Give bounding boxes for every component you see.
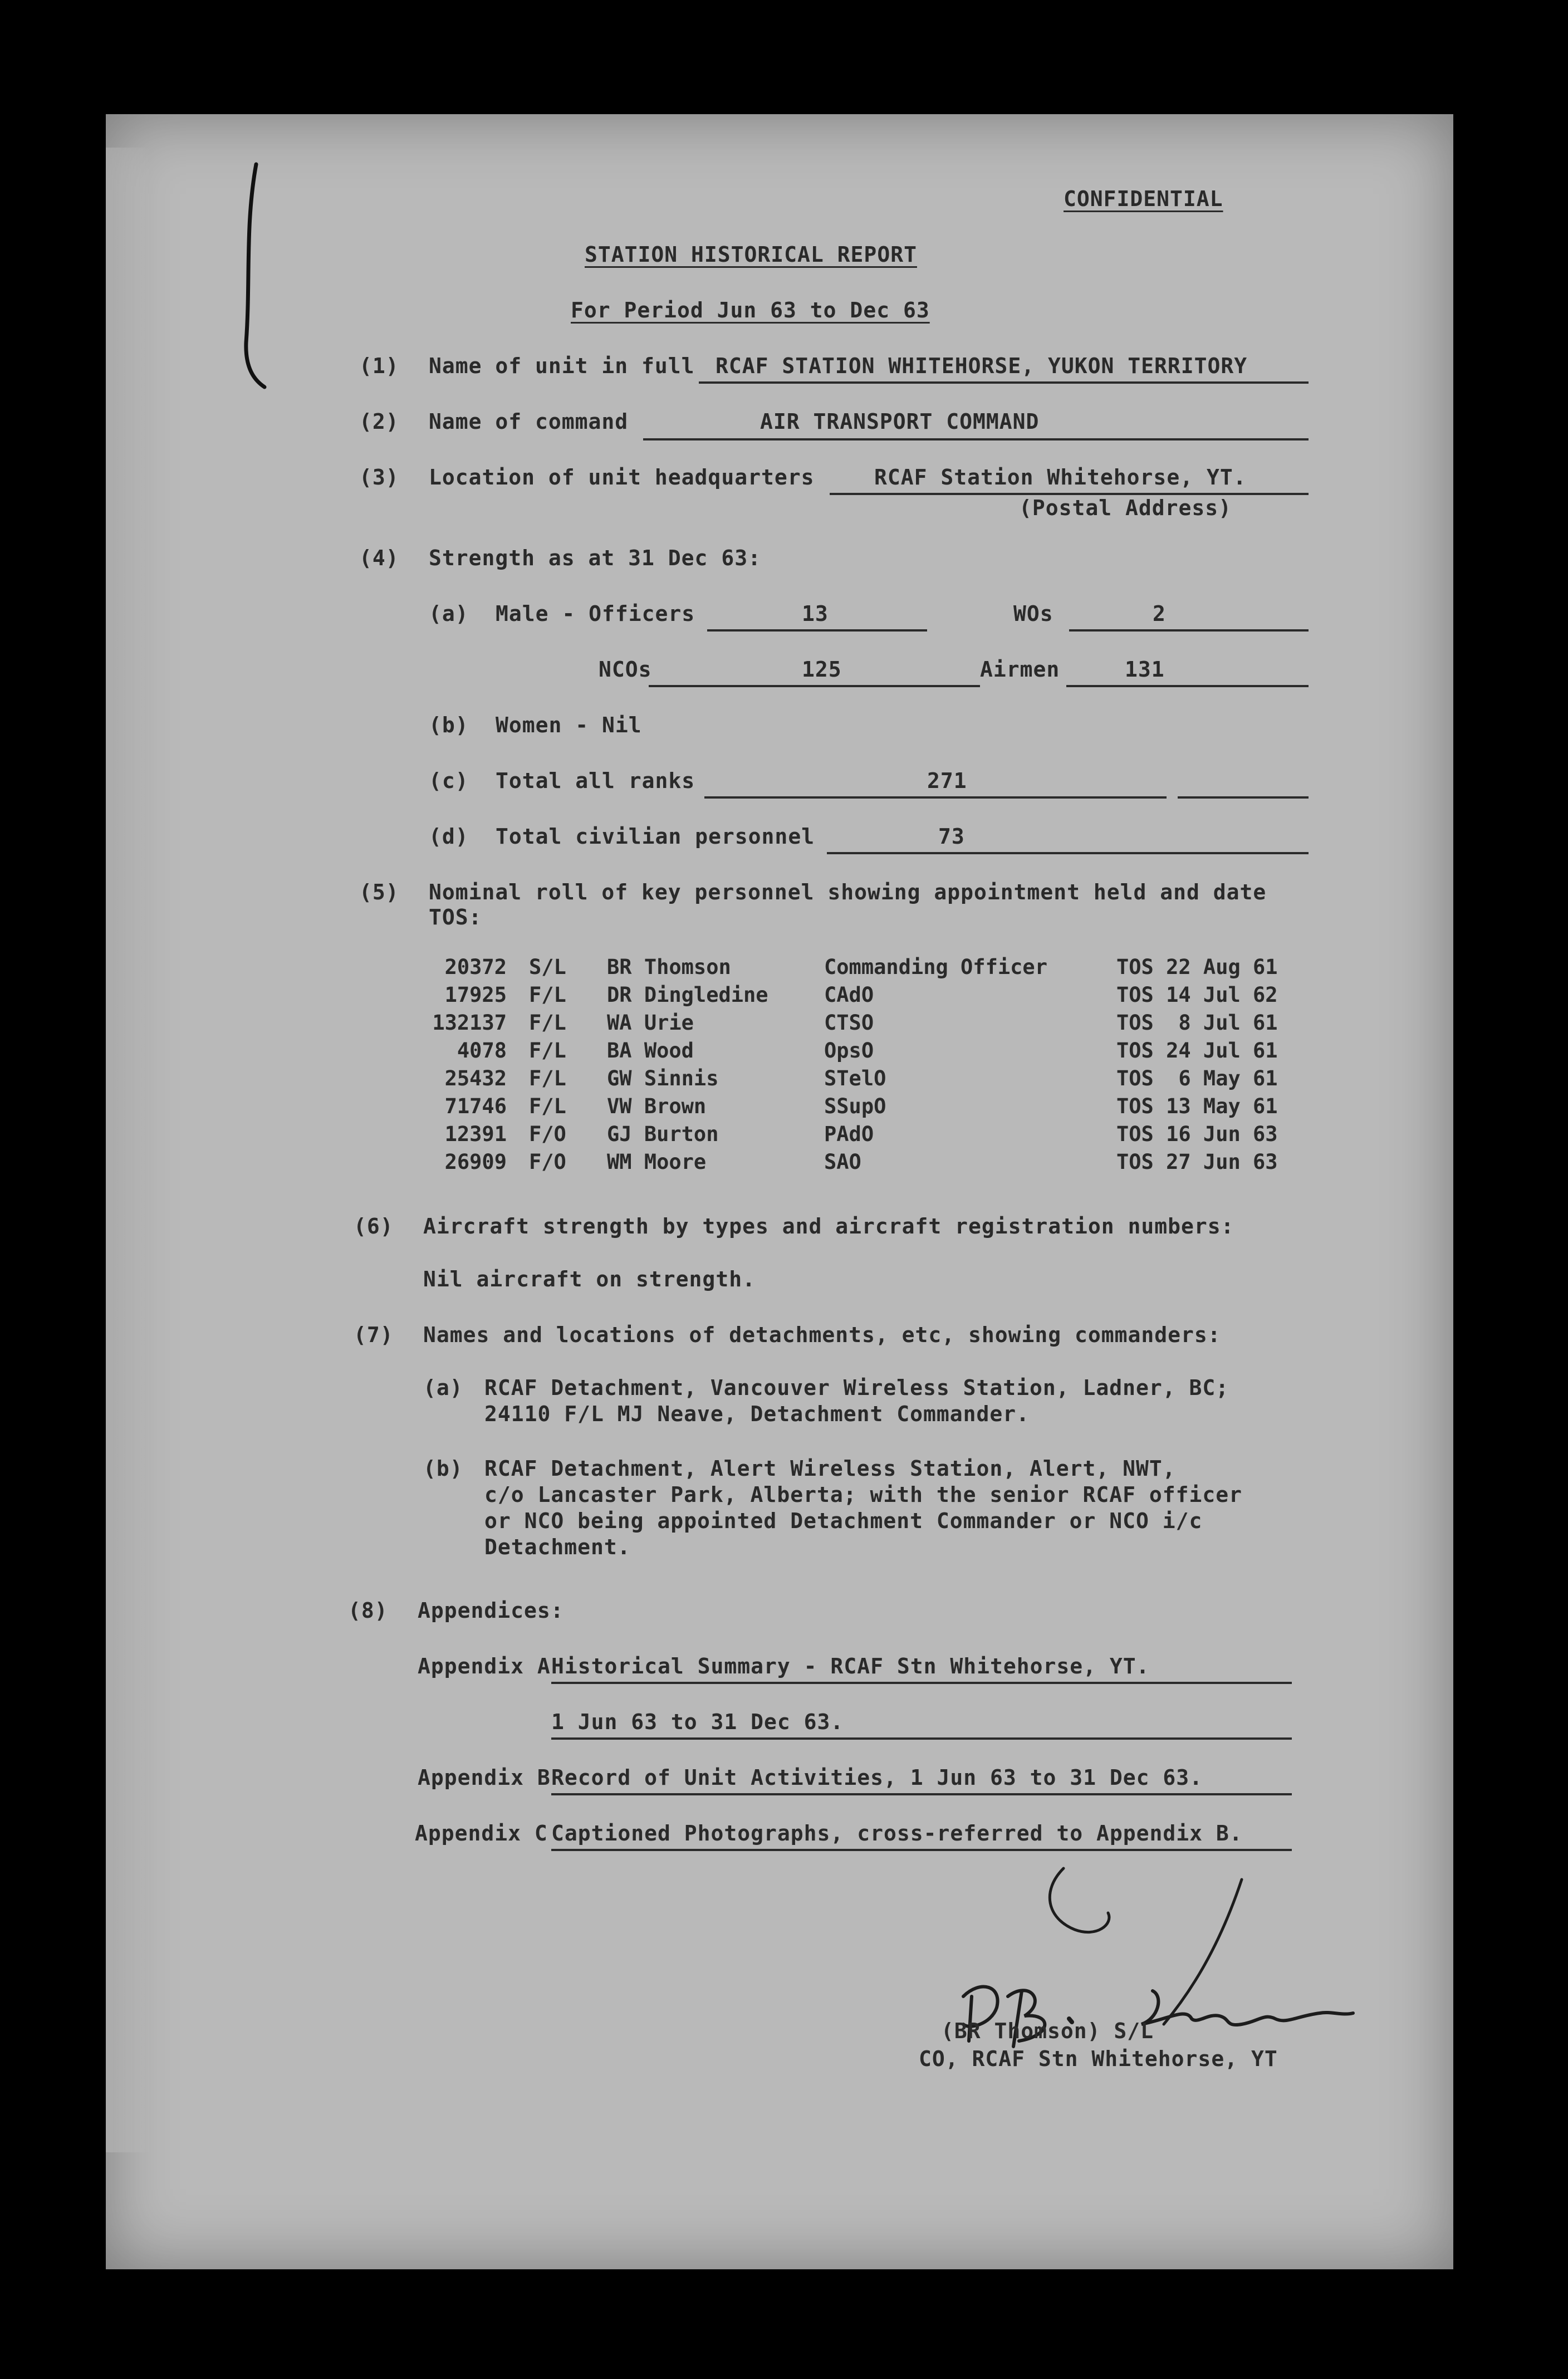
page-glare: [106, 148, 150, 2152]
item-5-label-line2: TOS:: [429, 905, 482, 929]
appendix-a-label: Appendix A: [418, 1654, 551, 1678]
ncos-rule: [649, 685, 980, 687]
appendix-b-value: Record of Unit Activities, 1 Jun 63 to 31 Dec 63.: [551, 1765, 1203, 1790]
item-4b-label: Women - Nil: [496, 713, 642, 737]
item-4-number: (4): [359, 546, 399, 570]
roll-tos: TOS 14 Jul 62: [1116, 983, 1278, 1007]
roll-number: 25432: [444, 1066, 507, 1090]
item-2-value: AIR TRANSPORT COMMAND: [760, 409, 1040, 434]
roll-appointment: Commanding Officer: [824, 955, 1047, 979]
roll-name: GJ Burton: [607, 1122, 719, 1146]
item-7b-line1: RCAF Detachment, Alert Wireless Station, Alert, NWT,: [484, 1456, 1176, 1481]
roll-rank: F/L: [529, 1011, 566, 1035]
officers-count: 13: [802, 601, 829, 626]
roll-name: WM Moore: [607, 1150, 707, 1174]
signatory-name: (BR Thomson) S/L: [941, 2019, 1154, 2043]
civilian-rule: [827, 852, 1309, 854]
item-4d-label: Total civilian personnel: [496, 824, 815, 849]
roll-appointment: CTSO: [824, 1011, 874, 1035]
appendix-c-rule: [551, 1849, 1292, 1851]
appendix-a-rule2: [551, 1737, 1292, 1740]
ncos-label: NCOs: [599, 657, 652, 682]
total-all-ranks: 271: [927, 768, 967, 793]
roll-name: BA Wood: [607, 1039, 694, 1063]
item-4a-key: (a): [429, 601, 469, 626]
item-7b-key: (b): [423, 1456, 463, 1481]
item-4d-key: (d): [429, 824, 469, 849]
item-8-number: (8): [348, 1598, 388, 1623]
roll-rank: F/O: [529, 1122, 566, 1146]
report-title: STATION HISTORICAL REPORT: [585, 242, 917, 267]
item-4a-label: Male - Officers: [496, 601, 695, 626]
roll-rank: F/L: [529, 983, 566, 1007]
item-6-number: (6): [354, 1214, 394, 1239]
item-3-value: RCAF Station Whitehorse, YT.: [874, 465, 1247, 489]
roll-appointment: PAdO: [824, 1122, 874, 1146]
classification-label: CONFIDENTIAL: [1064, 187, 1223, 211]
roll-number: 71746: [444, 1094, 507, 1118]
item-7b-line4: Detachment.: [484, 1535, 631, 1559]
roll-number: 132137: [432, 1011, 507, 1035]
item-2-label: Name of command: [429, 409, 629, 434]
roll-number: 4078: [457, 1039, 507, 1063]
airmen-count: 131: [1125, 657, 1165, 682]
roll-appointment: STelO: [824, 1066, 886, 1090]
appendix-b-label: Appendix B: [418, 1765, 551, 1790]
roll-tos: TOS 27 Jun 63: [1116, 1150, 1278, 1174]
item-7-number: (7): [354, 1323, 394, 1347]
roll-rank: F/O: [529, 1150, 566, 1174]
item-7a-line2: 24110 F/L MJ Neave, Detachment Commander.: [484, 1402, 1030, 1426]
item-7a-line1: RCAF Detachment, Vancouver Wireless Station, Ladner, BC;: [484, 1375, 1229, 1400]
roll-name: DR Dingledine: [607, 983, 768, 1007]
item-7b-line3: or NCO being appointed Detachment Commander or NCO i/c: [484, 1509, 1203, 1533]
roll-rank: F/L: [529, 1094, 566, 1118]
item-4b-key: (b): [429, 713, 469, 737]
ncos-count: 125: [802, 657, 842, 682]
item-3-number: (3): [359, 465, 399, 489]
roll-name: BR Thomson: [607, 955, 731, 979]
roll-number: 17925: [444, 983, 507, 1007]
roll-rank: S/L: [529, 955, 566, 979]
airmen-label: Airmen: [980, 657, 1060, 682]
item-7-label: Names and locations of detachments, etc, showing commanders:: [423, 1323, 1221, 1347]
roll-tos: TOS 22 Aug 61: [1116, 955, 1278, 979]
roll-tos: TOS 13 May 61: [1116, 1094, 1278, 1118]
item-5-number: (5): [359, 880, 399, 904]
item-3-note: (Postal Address): [1019, 496, 1232, 520]
item-4c-key: (c): [429, 768, 469, 793]
roll-name: WA Urie: [607, 1011, 694, 1035]
roll-tos: TOS 8 Jul 61: [1116, 1011, 1278, 1035]
item-7b-line2: c/o Lancaster Park, Alberta; with the senior RCAF officer: [484, 1482, 1243, 1507]
item-1-value: RCAF STATION WHITEHORSE, YUKON TERRITORY: [716, 354, 1248, 378]
wos-rule: [1069, 629, 1309, 632]
item-5-label-line1: Nominal roll of key personnel showing appointment held and date: [429, 880, 1267, 904]
roll-tos: TOS 16 Jun 63: [1116, 1122, 1278, 1146]
item-8-label: Appendices:: [418, 1598, 564, 1623]
roll-name: VW Brown: [607, 1094, 707, 1118]
signatory-title: CO, RCAF Stn Whitehorse, YT: [919, 2047, 1278, 2071]
officers-rule: [707, 629, 927, 632]
civilian-count: 73: [938, 824, 965, 849]
roll-name: GW Sinnis: [607, 1066, 719, 1090]
item-7a-key: (a): [423, 1375, 463, 1400]
roll-appointment: OpsO: [824, 1039, 874, 1063]
roll-number: 26909: [444, 1150, 507, 1174]
roll-rank: F/L: [529, 1066, 566, 1090]
wos-label: WOs: [1013, 601, 1054, 626]
item-6-label: Aircraft strength by types and aircraft registration numbers:: [423, 1214, 1234, 1239]
appendix-c-label: Appendix C: [415, 1821, 548, 1846]
document-page: [106, 114, 1453, 2269]
item-1-number: (1): [359, 354, 399, 378]
roll-appointment: SSupO: [824, 1094, 886, 1118]
airmen-rule: [1066, 685, 1309, 687]
item-4-label: Strength as at 31 Dec 63:: [429, 546, 761, 570]
roll-tos: TOS 6 May 61: [1116, 1066, 1278, 1090]
total-rule: [704, 796, 1167, 799]
roll-appointment: CAdO: [824, 983, 874, 1007]
item-4c-label: Total all ranks: [496, 768, 695, 793]
roll-appointment: SAO: [824, 1150, 861, 1174]
item-1-rule: [699, 381, 1309, 384]
roll-tos: TOS 24 Jul 61: [1116, 1039, 1278, 1063]
roll-rank: F/L: [529, 1039, 566, 1063]
total-rule-extra: [1178, 796, 1309, 799]
item-1-label: Name of unit in full: [429, 354, 695, 378]
margin-pen-mark: [234, 159, 278, 393]
appendix-b-rule: [551, 1793, 1292, 1795]
roll-number: 12391: [444, 1122, 507, 1146]
appendix-a-line1: Historical Summary - RCAF Stn Whitehorse, YT.: [551, 1654, 1150, 1678]
item-3-label: Location of unit headquarters: [429, 465, 815, 489]
report-period: For Period Jun 63 to Dec 63: [571, 298, 930, 322]
item-2-rule: [643, 438, 1309, 440]
wos-count: 2: [1153, 601, 1166, 626]
roll-number: 20372: [444, 955, 507, 979]
appendix-a-rule1: [551, 1682, 1292, 1684]
appendix-a-line2: 1 Jun 63 to 31 Dec 63.: [551, 1710, 844, 1734]
item-2-number: (2): [359, 409, 399, 434]
item-3-rule: [830, 493, 1309, 495]
item-6-value: Nil aircraft on strength.: [423, 1267, 756, 1291]
appendix-c-value: Captioned Photographs, cross-referred to Appendix B.: [551, 1821, 1243, 1846]
